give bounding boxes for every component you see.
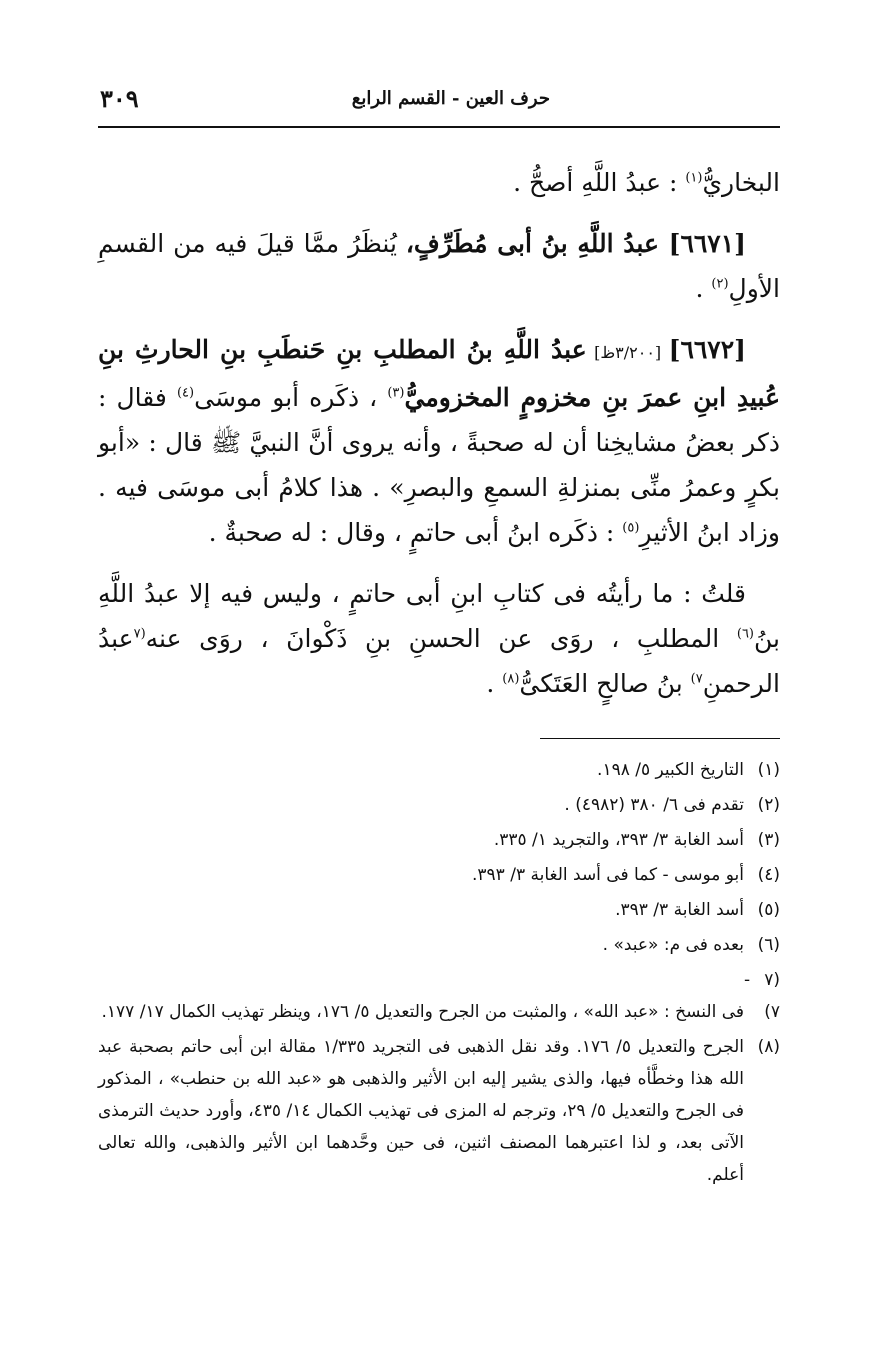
footnote-marker: (١) <box>685 170 703 186</box>
text: فقال : ذكر بعضُ مشايخِنا أن له صحبةً ، وأنه يروى أنَّ النبيَّ ﷺ قال : «أبو بكرٍ وعمرُ منِّى بمنزلةِ السمعِ والبصرِ» . هذا كلامُ أبى موسَى فيه . وزاد ابنُ الأثيرِ <box>98 383 780 547</box>
footnote-number: (٥) <box>757 900 780 920</box>
footnote-text: أسد الغابة ٣/ ٣٩٣، والتجريد ١/ ٣٣٥. <box>493 830 744 850</box>
footnote-marker: (٦) <box>736 626 754 642</box>
text: : عبدُ اللَّهِ أصحُّ . <box>513 168 686 197</box>
main-text <box>98 160 780 706</box>
footnote-6 <box>98 929 780 961</box>
footnotes <box>98 754 780 1194</box>
footnote-marker: (٥) <box>622 520 640 536</box>
footnote-marker: (٣) <box>387 385 405 401</box>
paragraph-comment <box>98 571 780 706</box>
footnote-number: (٤) <box>757 865 780 885</box>
footnote-4 <box>98 859 780 891</box>
footnote-5 <box>98 894 780 926</box>
footnote-number: (٢) <box>757 795 780 815</box>
entry-heading: عبدُ اللَّهِ بنُ المطلبِ بنِ حَنطَبِ بنِ الحارثِ بنِ عُبيدِ ابنِ عمرَ بنِ مخزومٍ المخزوميُّ <box>98 335 781 412</box>
paragraph-entry-6672 <box>98 327 780 555</box>
text: ، ذكَره أبو موسَى <box>194 383 388 412</box>
text: . <box>695 274 712 303</box>
footnote-separator <box>540 738 780 739</box>
footnote-1 <box>98 754 780 786</box>
page-number: ٣٠٩ <box>100 84 139 113</box>
entry-number: [٦٦٧٢] <box>668 335 747 364</box>
footnote-7 <box>98 964 780 1028</box>
footnote-number: (٨) <box>757 1037 780 1057</box>
footnote-marker: (٤) <box>176 385 195 401</box>
footnote-3 <box>98 824 780 856</box>
footnote-text: أبو موسى - كما فى أسد الغابة ٣/ ٣٩٣. <box>471 865 744 885</box>
paragraph-entry-6671 <box>98 221 780 311</box>
footnote-number: (٦) <box>757 935 780 955</box>
paragraph-1 <box>98 160 780 205</box>
page-header <box>98 84 780 120</box>
footnote-text: تقدم فى ٦/ ٣٨٠ (٤٩٨٢) . <box>564 795 744 815</box>
footnote-marker: (٨) <box>502 671 520 687</box>
footnote-text: أسد الغابة ٣/ ٣٩٣. <box>615 900 744 920</box>
footnote-number: (١) <box>757 760 780 780</box>
text: : ذكَره ابنُ أبى حاتمٍ ، وقال : له صحبةٌ . <box>208 518 623 547</box>
footnote-marker: (٧ <box>133 626 146 642</box>
footnote-2 <box>98 789 780 821</box>
text: . <box>486 669 503 698</box>
entry-heading: [٦٦٧١] عبدُ اللَّهِ بنُ أبى مُطَرِّفٍ، <box>405 229 746 258</box>
manuscript-reference: [٣/٢٠٠ظ] <box>586 343 669 362</box>
text: يُنظَرُ ممَّا قيلَ فيه من القسمِ الأولِ <box>98 229 780 303</box>
text: البخاريُّ <box>702 168 780 197</box>
footnote-marker: (٢) <box>711 276 729 292</box>
footnote-text: التاريخ الكبير ٥/ ١٩٨. <box>597 760 744 780</box>
text: المطلبِ ، روَى عن الحسنِ بنِ ذَكْوانَ ، روَى عنه <box>145 624 737 653</box>
footnote-text: بعده فى م: «عبد» . <box>602 935 744 955</box>
footnote-text: فى النسخ : «عبد الله» ، والمثبت من الجرح والتعديل ٥/ ١٧٦، وينظر تهذيب الكمال ١٧/ ١٧٧. <box>101 1002 744 1022</box>
running-title: حرف العين - القسم الرابع <box>351 88 550 109</box>
footnote-number: (٣) <box>757 830 780 850</box>
footnote-8 <box>98 1031 780 1191</box>
footnote-number: (٧ - ٧) <box>744 970 780 1022</box>
text: قلتُ : ما رأيتُه فى كتابِ ابنِ أبى حاتمٍ ، وليس فيه إلا عبدُ اللَّهِ بنُ <box>98 579 780 653</box>
text: عبدُ الرحمنِ <box>98 624 780 698</box>
text: بنُ صالحٍ العَتَكىُّ <box>519 669 691 698</box>
footnote-text: الجرح والتعديل ٥/ ١٧٦. وقد نقل الذهبى فى التجريد ١/٣٣٥ مقالة ابن أبى حاتم بصحبة عبد الله هذا وخطَّأه فيها، والذى يشير إليه ابن الأثير والذهبى هو «عبد الله بن حنطب» ، المذكور فى الجرح والتعديل ٥/ ٢٩، وترجم له المزى فى تهذيب الكمال ١٤/ ٤٣٥، وأورد حديث الترمذى الآتى بعد، و لذا اعتبرهما المصنف اثنين، فى حين وحَّدهما ابن الأثير والذهبى، والله تعالى أعلم. <box>98 1037 744 1185</box>
header-rule <box>98 126 780 128</box>
footnote-marker: ٧) <box>690 671 703 687</box>
